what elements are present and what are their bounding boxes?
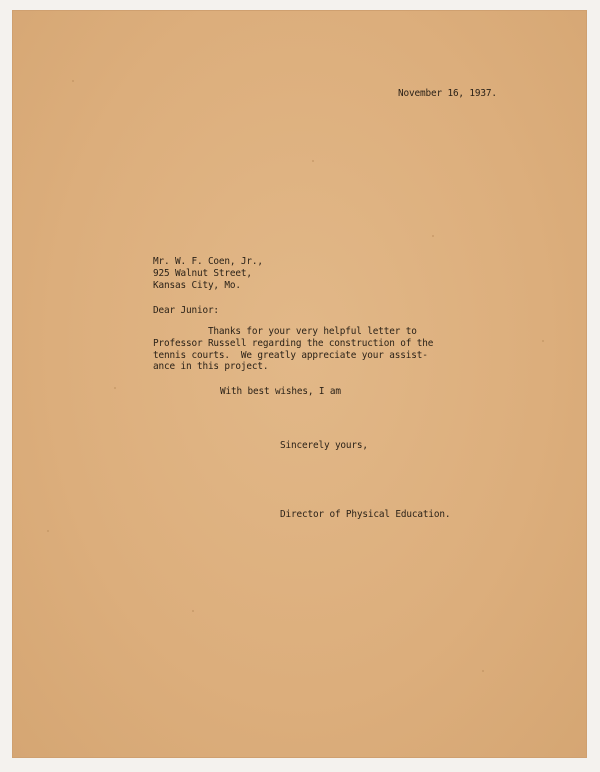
salutation: Dear Junior: [153,305,219,316]
recipient-street: 925 Walnut Street, [153,267,252,279]
recipient-address [153,256,263,291]
body-line: Thanks for your very helpful letter to [153,326,417,337]
closing-wish: With best wishes, I am [220,386,341,397]
paper-fleck [432,235,434,237]
paper-fleck [47,530,49,532]
paper-fleck [114,387,116,389]
paper-fleck [542,340,544,342]
body-line: ance in this project. [153,361,269,373]
letter-date: November 16, 1937. [398,88,497,99]
recipient-city: Kansas City, Mo. [153,279,241,291]
paper-fleck [192,610,194,612]
paper-fleck [482,670,484,672]
paper-fleck [72,80,74,82]
letter-body [153,326,433,373]
letter-page [12,10,587,758]
signature-title: Director of Physical Education. [280,509,451,520]
recipient-name: Mr. W. F. Coen, Jr., [153,256,263,267]
paper-fleck [312,160,314,162]
body-line: Professor Russell regarding the construction of the [153,337,434,349]
body-line: tennis courts. We greatly appreciate your assist- [153,349,428,361]
complimentary-close: Sincerely yours, [280,440,368,451]
